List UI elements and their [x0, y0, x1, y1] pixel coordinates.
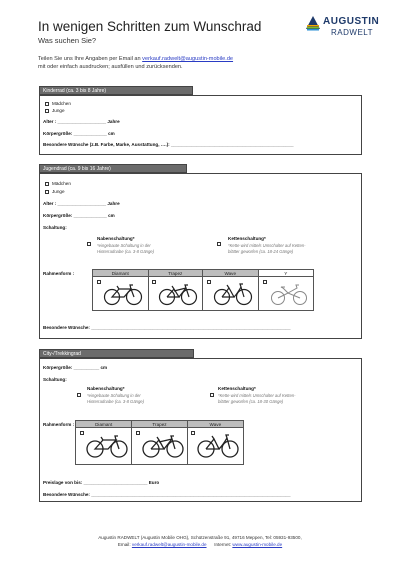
bike-trapez-icon	[158, 282, 198, 306]
kettenschaltung-title: Kettenschaltung*	[228, 236, 266, 241]
checkbox[interactable]	[263, 280, 267, 284]
frame-option-diamant[interactable]	[93, 270, 149, 310]
option-maedchen[interactable]	[45, 101, 71, 107]
nabenschaltung-note-2: Hinterradnabe (ca. 3-8 Gänge)	[97, 249, 155, 254]
section-heading-kinderrad: Kinderrad (ca. 3 bis 8 Jahre)	[39, 86, 193, 95]
footer-email-link[interactable]: verkauf.radwelt@augustin-mobile.de	[131, 542, 207, 547]
groesse-field[interactable]: Körpergröße: __________ cm	[43, 365, 108, 370]
nabenschaltung-checkbox[interactable]	[87, 242, 91, 246]
preislage-field[interactable]: Preislage von bis: _________________________ Euro	[43, 480, 160, 485]
option-label: Junge	[52, 189, 65, 194]
section-jugendrad	[39, 173, 362, 339]
section-kinderrad	[39, 95, 362, 155]
option-maedchen[interactable]	[45, 181, 71, 187]
checkbox[interactable]	[80, 431, 84, 435]
frame-table	[92, 269, 314, 311]
frame-label: Y	[259, 270, 314, 277]
frame-label: Wave	[203, 270, 258, 277]
frame-option-y[interactable]	[259, 270, 314, 310]
checkbox[interactable]	[136, 431, 140, 435]
footer-internet-label: Internet:	[214, 542, 233, 547]
bike-wave-icon	[197, 433, 239, 459]
kettenschaltung-checkbox[interactable]	[210, 393, 214, 397]
footer-website-link[interactable]: www.augustin-mobile.de	[232, 542, 283, 547]
checkbox[interactable]	[152, 280, 156, 284]
checkbox[interactable]	[45, 182, 49, 186]
footer	[0, 534, 400, 548]
frame-label: Trapez	[149, 270, 203, 277]
checkbox[interactable]	[45, 102, 49, 106]
rahmenform-label: Rahmenform :	[43, 422, 75, 427]
frame-label: Diamant	[93, 270, 148, 277]
page-subtitle: Was suchen Sie?	[38, 36, 97, 45]
kettenschaltung-title: Kettenschaltung*	[218, 386, 256, 391]
option-label: Mädchen	[52, 101, 71, 106]
page-title: In wenigen Schritten zum Wunschrad	[38, 19, 262, 34]
option-label: Junge	[52, 108, 65, 113]
intro-before: Teilen Sie uns Ihre Angaben per Email an	[38, 56, 143, 62]
checkbox[interactable]	[97, 280, 101, 284]
section-trekkingrad	[39, 358, 362, 502]
kettenschaltung-note-1: *Kette wird mittels Umschalter auf Ketten-	[228, 243, 306, 248]
groesse-field[interactable]: Körpergröße: _____________ cm	[43, 213, 115, 218]
checkbox[interactable]	[45, 109, 49, 113]
bike-diamant-icon	[86, 433, 128, 459]
frame-option-wave[interactable]	[203, 270, 259, 310]
logo-name: AUGUSTIN	[323, 16, 380, 27]
groesse-field[interactable]: Körpergröße: _____________ cm	[43, 131, 115, 136]
nabenschaltung-note-1: *eingebaute Schaltung in der	[87, 393, 141, 398]
frame-label: Diamant	[76, 421, 131, 428]
nabenschaltung-title: Nabenschaltung*	[87, 386, 125, 391]
rahmenform-label: Rahmenform :	[43, 271, 75, 276]
frame-option-wave[interactable]	[188, 421, 243, 464]
alter-field[interactable]: Alter : ___________________ Jahre	[43, 119, 120, 124]
checkbox[interactable]	[207, 280, 211, 284]
nabenschaltung-title: Nabenschaltung*	[97, 236, 135, 241]
kettenschaltung-note-2: blätter geworfen (ca. 18-24 Gänge)	[228, 249, 294, 254]
nabenschaltung-note-1: *eingebaute Schaltung in der	[97, 243, 151, 248]
logo-sub: RADWELT	[331, 28, 374, 37]
bike-diamant-icon	[103, 282, 143, 306]
option-junge[interactable]	[45, 108, 65, 114]
section-heading-jugendrad: Jugendrad (ca. 9 bis 16 Jahre)	[39, 164, 187, 173]
frame-option-trapez[interactable]	[149, 270, 204, 310]
frame-option-diamant[interactable]	[76, 421, 132, 464]
frame-option-trapez[interactable]	[132, 421, 187, 464]
logo-mark-icon	[305, 15, 321, 31]
schaltung-label: Schaltung:	[43, 377, 67, 382]
footer-email-label: Email:	[117, 542, 132, 547]
wuensche-field[interactable]: Besondere Wünsche (z.B. Farbe, Marke, Ausstattung, ….): ________________________________________________	[43, 142, 294, 147]
frame-table	[75, 420, 244, 465]
bike-wave-icon	[213, 282, 253, 306]
intro-after: mit oder einfach ausdrucken; ausfüllen und zurücksenden.	[38, 64, 183, 71]
option-junge[interactable]	[45, 189, 65, 195]
footer-contact	[0, 541, 400, 548]
nabenschaltung-checkbox[interactable]	[77, 393, 81, 397]
kettenschaltung-checkbox[interactable]	[217, 242, 221, 246]
brand-logo	[305, 14, 380, 46]
checkbox[interactable]	[45, 190, 49, 194]
frame-label: Trapez	[132, 421, 186, 428]
section-heading-trekkingrad: City-/Trekkingrad	[39, 349, 194, 358]
nabenschaltung-note-2: Hinterradnabe (ca. 3-8 Gänge)	[87, 399, 145, 404]
wuensche-field[interactable]: Besondere Wünsche: ______________________________________________________________________________	[43, 492, 291, 497]
footer-address: Augustin RADWELT (Augustin Mobile OHG), Schützenstraße 91, 49716 Meppen, Tel: 05931-93500,	[98, 535, 302, 540]
alter-field[interactable]: Alter : ___________________ Jahre	[43, 201, 120, 206]
wuensche-field[interactable]: Besondere Wünsche: ______________________________________________________________________________	[43, 325, 291, 330]
frame-label: Wave	[188, 421, 243, 428]
schaltung-label: Schaltung:	[43, 225, 67, 230]
email-link[interactable]: verkauf.radwelt@augustin-mobile.de	[142, 56, 234, 62]
bike-trapez-icon	[142, 433, 184, 459]
kettenschaltung-note-1: *Kette wird mittels Umschalter auf Ketten-	[218, 393, 296, 398]
intro-text	[38, 55, 338, 71]
bike-y-icon	[269, 282, 309, 306]
option-label: Mädchen	[52, 181, 71, 186]
kettenschaltung-note-2: blätter geworfen (ca. 18-30 Gänge)	[218, 399, 284, 404]
checkbox[interactable]	[191, 431, 195, 435]
